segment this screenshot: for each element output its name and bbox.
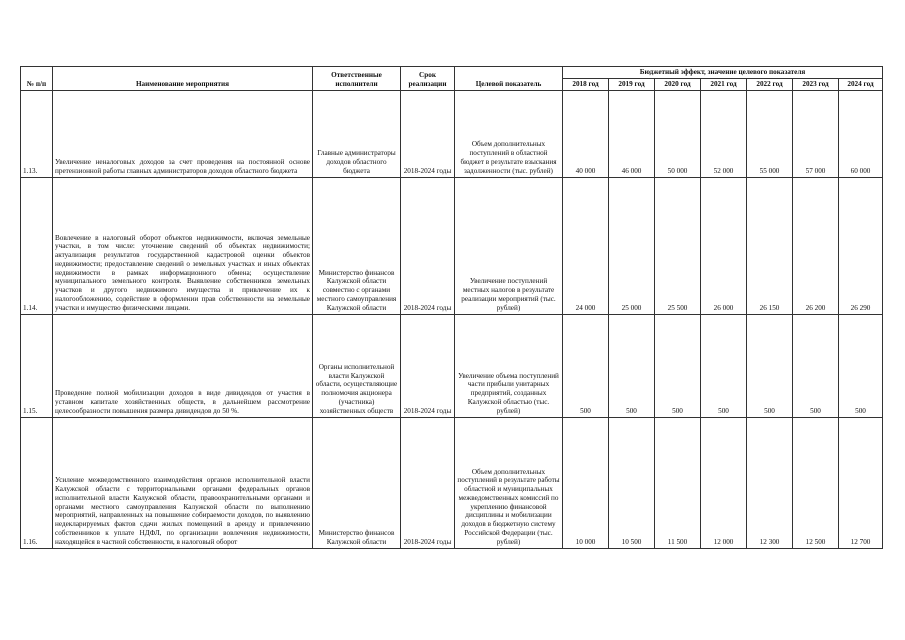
year-value: 10 500 [609,417,655,548]
row-number: 1.15. [21,314,53,417]
year-value: 500 [655,314,701,417]
year-value: 52 000 [701,90,747,177]
year-value: 10 000 [563,417,609,548]
header-year: 2023 год [793,78,839,90]
header-year: 2022 год [747,78,793,90]
table-row [21,417,883,548]
table-row [21,314,883,417]
indicator: Увеличение поступлений местных налогов в результате реализации мероприятий (тыс. рублей) [455,177,563,314]
executors: Министерство финансов Калужской области совместно с органами местного самоуправления Калужской области [313,177,401,314]
year-value: 50 000 [655,90,701,177]
term: 2018-2024 годы [401,314,455,417]
measure-name: Вовлечение в налоговый оборот объектов недвижимости, включая земельные участки, в том числе: уточнение сведений об объектах недвижимости; актуализация результатов государственной кадастровой оценки объектов недвижимости; предоставление сведений о земельных участках и иных объектах недвижимости в рамках информационного обмена; осуществление муниципального земельного контроля. Выявление собственников земельных участков и другого недвижимого имущества и привлечение их к налогообложению, содействие в оформлении прав собственности на земельные участки и имущество физическими лицами. [53,177,313,314]
year-value: 57 000 [793,90,839,177]
executors: Органы исполнительной власти Калужской области, осуществляющие полномочия акционера (участника) хозяйственных обществ [313,314,401,417]
year-value: 500 [793,314,839,417]
header-year: 2020 год [655,78,701,90]
measure-name: Усиление межведомственного взаимодействия органов исполнительной власти Калужской области с территориальными органами федеральных органов исполнительной власти Калужской области, правоохранительными органами и органами местного самоуправления Калужской области по выполнению мероприятий, направленных на повышение собираемости доходов, по выявлению недекларируемых фактов сдачи жилых помещений в аренду и привлечению собственников к уплате НДФЛ, по организации вовлечения недвижимости, находящейся в частной собственности, в налоговый оборот [53,417,313,548]
term: 2018-2024 годы [401,417,455,548]
header-budget-effect: Бюджетный эффект, значение целевого показателя [563,67,883,79]
year-value: 12 300 [747,417,793,548]
year-value: 500 [747,314,793,417]
header-executors: Ответственные исполнители [313,67,401,91]
measure-name: Проведение полной мобилизации доходов в виде дивидендов от участия в уставном капитале хозяйственных обществ, в дальнейшем рассмотрение целесообразности повышения размера дивидендов до 50 %. [53,314,313,417]
year-value: 12 500 [793,417,839,548]
term: 2018-2024 годы [401,90,455,177]
year-value: 26 000 [701,177,747,314]
year-value: 500 [609,314,655,417]
measures-table [20,66,883,549]
header-num: № п/п [21,67,53,91]
table-row [21,177,883,314]
year-value: 500 [563,314,609,417]
row-number: 1.13. [21,90,53,177]
year-value: 500 [839,314,883,417]
year-value: 55 000 [747,90,793,177]
year-value: 12 700 [839,417,883,548]
indicator: Объем дополнительных поступлений в областной бюджет в результате взыскания задолженности (тыс. рублей) [455,90,563,177]
year-value: 12 000 [701,417,747,548]
header-year: 2024 год [839,78,883,90]
header-name: Наименование мероприятия [53,67,313,91]
header-year: 2021 год [701,78,747,90]
year-value: 40 000 [563,90,609,177]
header-year: 2018 год [563,78,609,90]
indicator: Объем дополнительных поступлений в результате работы областной и муниципальных межведомственных комиссий по укреплению финансовой дисциплины и мобилизации доходов в бюджетную систему Российской Федерации (тыс. рублей) [455,417,563,548]
indicator: Увеличение объема поступлений части прибыли унитарных предприятий, созданных Калужской областью (тыс. рублей) [455,314,563,417]
year-value: 26 200 [793,177,839,314]
row-number: 1.16. [21,417,53,548]
year-value: 24 000 [563,177,609,314]
year-value: 11 500 [655,417,701,548]
year-value: 500 [701,314,747,417]
header-term: Срок реализации [401,67,455,91]
year-value: 46 000 [609,90,655,177]
year-value: 25 000 [609,177,655,314]
header-indicator: Целевой показатель [455,67,563,91]
header-year: 2019 год [609,78,655,90]
measure-name: Увеличение неналоговых доходов за счет проведения на постоянной основе претензионной работы главных администраторов доходов областного бюджета [53,90,313,177]
executors: Главные администраторы доходов областного бюджета [313,90,401,177]
year-value: 26 290 [839,177,883,314]
row-number: 1.14. [21,177,53,314]
year-value: 25 500 [655,177,701,314]
term: 2018-2024 годы [401,177,455,314]
executors: Министерство финансов Калужской области [313,417,401,548]
table-row [21,90,883,177]
year-value: 26 150 [747,177,793,314]
year-value: 60 000 [839,90,883,177]
